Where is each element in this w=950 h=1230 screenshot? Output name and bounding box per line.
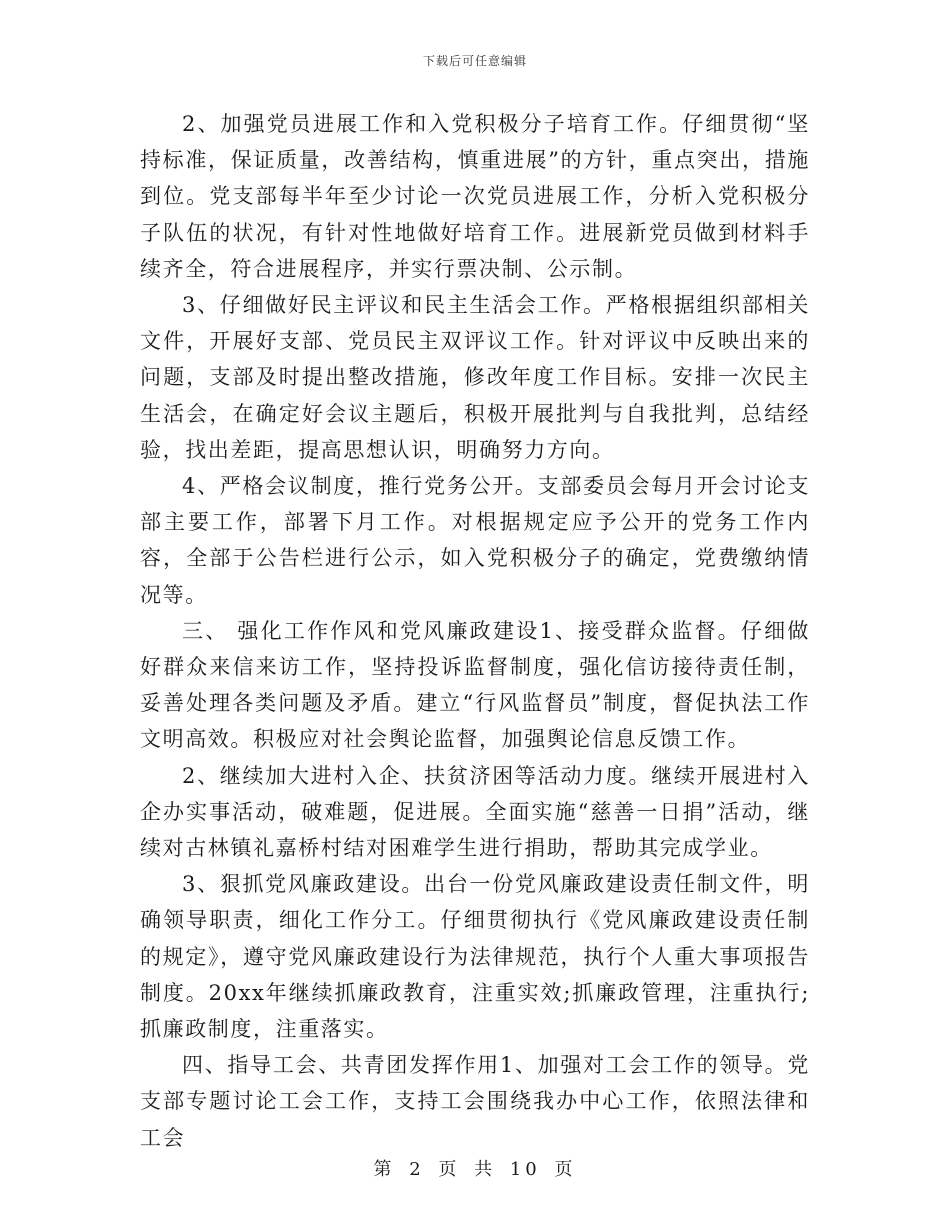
paragraph-party-member-development: 2、加强党员进展工作和入党积极分子培育工作。仔细贯彻“坚持标准，保证质量，改善结构，慎重进展”的方针，重点突出，措施到位。党支部每半年至少讨论一次党员进展工作，分析入党积极分子队伍的状况，有针对性地做好培育工作。进展新党员做到材料手续齐全，符合进展程序，并实行票决制、公示制。 (140, 112, 810, 281)
document-body (140, 106, 810, 1156)
paragraph-village-activities: 2、继续加大进村入企、扶贫济困等活动力度。继续开展进村入企办实事活动，破难题，促进展。全面实施“慈善一日捐”活动，继续对古林镇礼嘉桥村结对困难学生进行捐助，帮助其完成学业。 (140, 763, 810, 861)
page-header: 下载后可任意编辑 (422, 54, 527, 68)
paragraph-meeting-system: 4、严格会议制度，推行党务公开。支部委员会每月开会讨论支部主要工作，部署下月工作。对根据规定应予公开的党务工作内容，全部于公告栏进行公示，如入党积极分子的确定，党费缴纳情况等。 (140, 474, 810, 607)
paragraph-democratic-review: 3、仔细做好民主评议和民主生活会工作。严格根据组织部相关文件，开展好支部、党员民主双评议工作。针对评议中反映出来的问题，支部及时提出整改措施，修改年度工作目标。安排一次民主生活会，在确定好会议主题后，积极开展批判与自我批判，总结经验，找出差距，提高思想认识，明确努力方向。 (140, 293, 810, 462)
paragraph-integrity-building: 3、狠抓党风廉政建设。出台一份党风廉政建设责任制文件，明确领导职责，细化工作分工。仔细贯彻执行《党风廉政建设责任制的规定》，遵守党风廉政建设行为法律规范，执行个人重大事项报告制度。20xx年继续抓廉政教育，注重实效;抓廉政管理，注重执行;抓廉政制度，注重落实。 (140, 872, 810, 1042)
page-number: 第 2 页 共 10 页 (373, 1159, 577, 1180)
paragraph-work-style: 三、 强化工作作风和党风廉政建设1、接受群众监督。仔细做好群众来信来访工作，坚持投诉监督制度，强化信访接待责任制，妥善处理各类问题及矛盾。建立“行风监督员”制度，督促执法工作文明高效。积极应对社会舆论监督，加强舆论信息反馈工作。 (140, 618, 810, 752)
paragraph-trade-union: 四、指导工会、共青团发挥作用1、加强对工会工作的领导。党支部专题讨论工会工作，支持工会围绕我办中心工作，依照法律和工会 (140, 1053, 810, 1150)
